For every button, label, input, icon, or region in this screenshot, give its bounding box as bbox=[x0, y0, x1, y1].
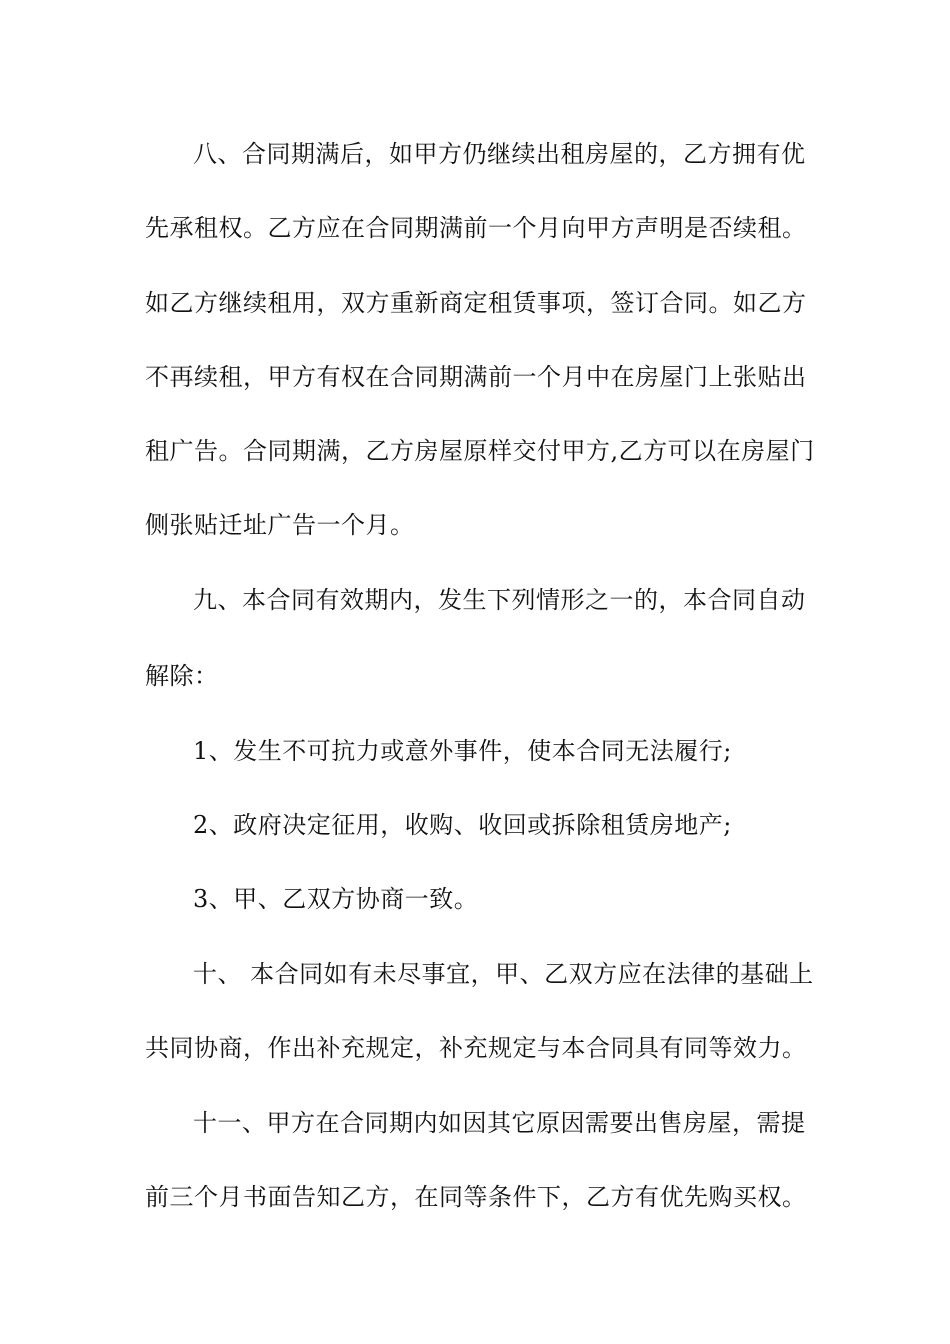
text-line: 租广告。合同期满，乙方房屋原样交付甲方,乙方可以在房屋门 bbox=[145, 437, 815, 465]
text-line: 如乙方继续租用，双方重新商定租赁事项，签订合同。如乙方 bbox=[145, 289, 807, 317]
text-line: 共同协商，作出补充规定，补充规定与本合同具有同等效力。 bbox=[145, 1034, 807, 1062]
text-line: 十、 本合同如有未尽事宜，甲、乙双方应在法律的基础上 bbox=[193, 960, 814, 988]
text-line: 先承租权。乙方应在合同期满前一个月向甲方声明是否续租。 bbox=[145, 214, 807, 242]
text-line: 侧张贴迁址广告一个月。 bbox=[145, 511, 415, 539]
text-line: 不再续租，甲方有权在合同期满前一个月中在房屋门上张贴出 bbox=[145, 363, 807, 391]
text-line: 十一、甲方在合同期内如因其它原因需要出售房屋，需提 bbox=[193, 1109, 806, 1137]
text-line: 九、本合同有效期内，发生下列情形之一的，本合同自动 bbox=[193, 586, 806, 614]
text-line: 1、发生不可抗力或意外事件，使本合同无法履行; bbox=[193, 737, 732, 765]
text-line: 八、合同期满后，如甲方仍继续出租房屋的，乙方拥有优 bbox=[193, 140, 806, 168]
text-line: 2、政府决定征用，收购、收回或拆除租赁房地产; bbox=[193, 811, 732, 839]
text-line: 前三个月书面告知乙方，在同等条件下，乙方有优先购买权。 bbox=[145, 1183, 807, 1211]
text-line: 解除： bbox=[145, 662, 219, 690]
text-line: 3、甲、乙双方协商一致。 bbox=[193, 885, 479, 913]
